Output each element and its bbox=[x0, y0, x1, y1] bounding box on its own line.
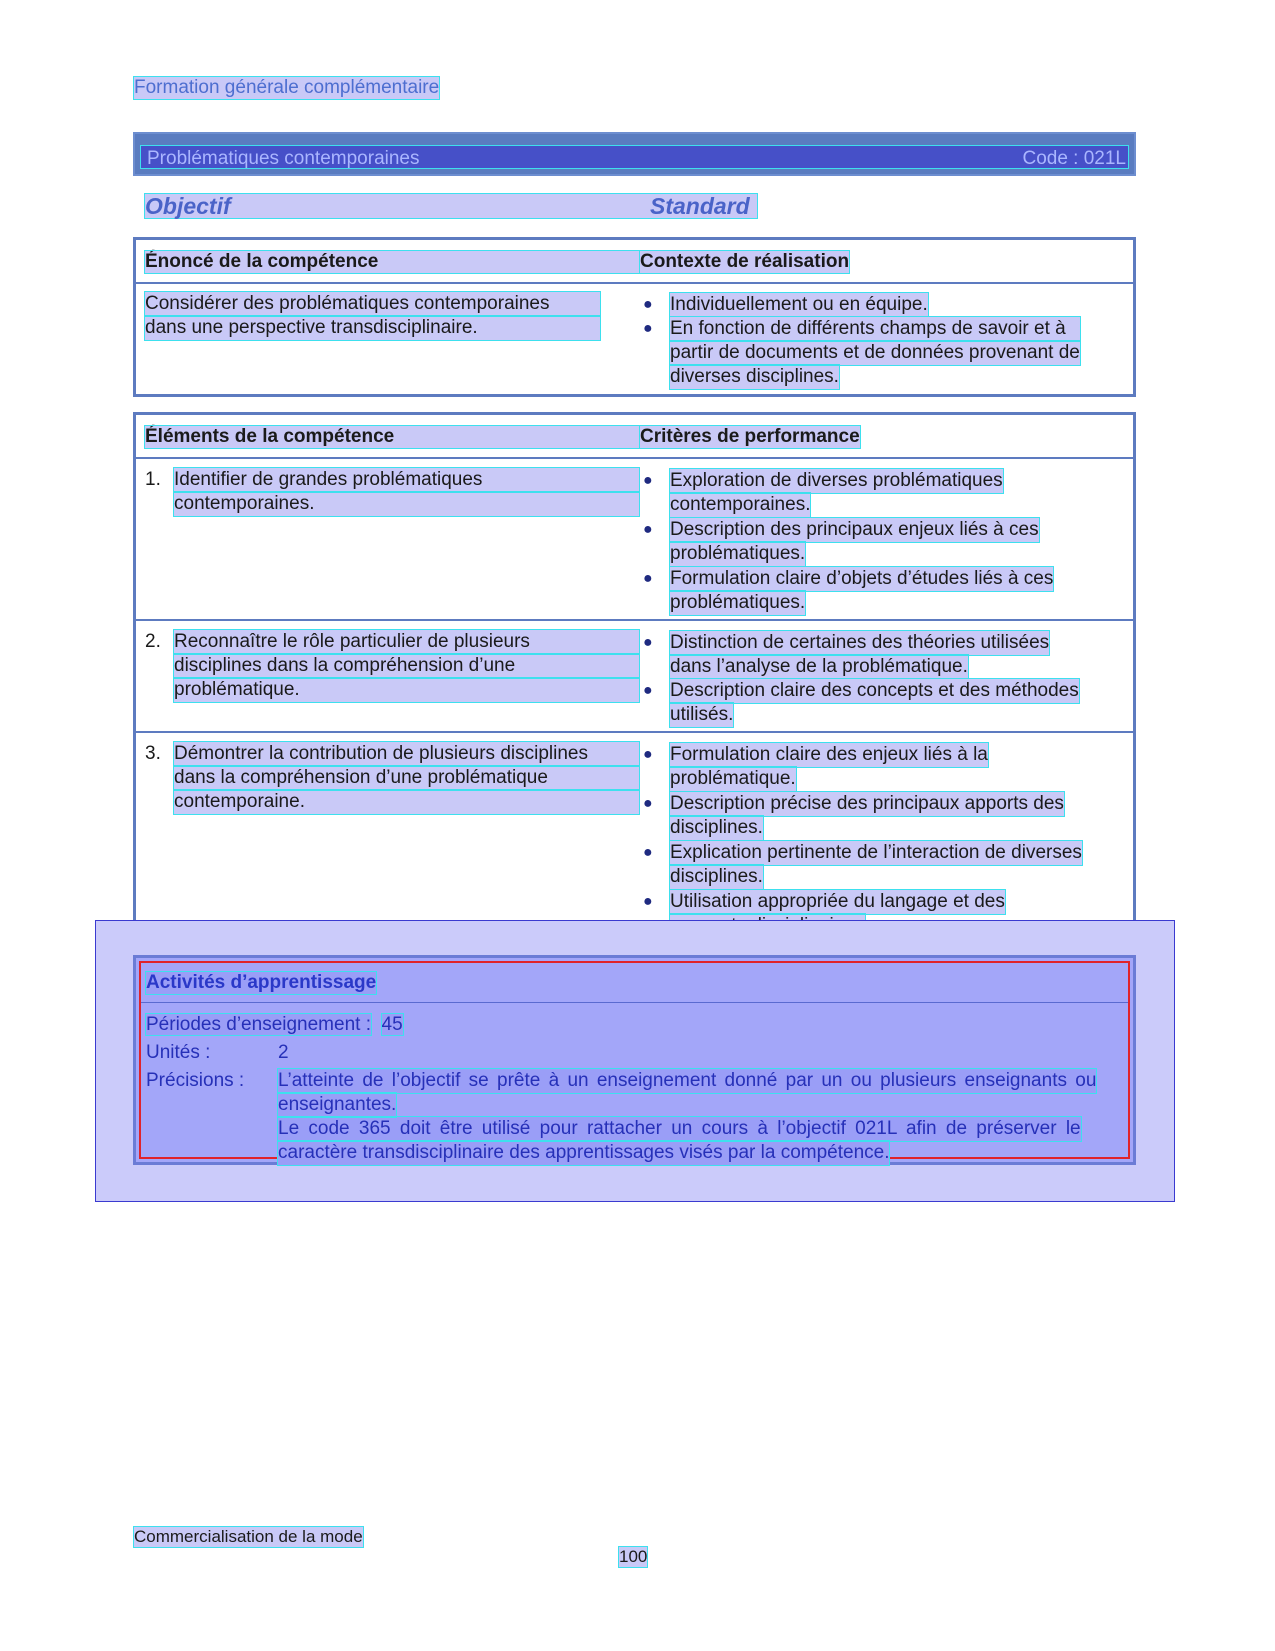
criterion-line: Distinction de certaines des théories utilisées bbox=[670, 632, 1050, 653]
competence-statement bbox=[145, 292, 600, 340]
element-line: contemporaines. bbox=[174, 492, 639, 516]
context-line: partir de documents et de données provenant de bbox=[670, 342, 1080, 363]
objective-standard-row bbox=[145, 194, 757, 218]
element-number: 3. bbox=[145, 743, 161, 764]
criterion-line: problématiques. bbox=[670, 592, 806, 613]
bullet-icon: ● bbox=[643, 682, 653, 699]
bullet-icon: ● bbox=[643, 844, 653, 861]
criterion-line: disciplines. bbox=[670, 866, 763, 887]
criterion-line: Explication pertinente de l’interaction de diverses bbox=[670, 842, 1082, 863]
criterion bbox=[670, 841, 1082, 889]
bullet-icon: ● bbox=[643, 746, 653, 763]
criterion bbox=[670, 567, 1053, 615]
criterion-line: Description claire des concepts et des méthodes bbox=[670, 680, 1079, 701]
precisions-label: Précisions : bbox=[146, 1070, 245, 1091]
criterion-line: problématiques. bbox=[670, 543, 806, 564]
units-value: 2 bbox=[278, 1042, 289, 1063]
objective-label: Objectif bbox=[145, 193, 231, 219]
criterion bbox=[670, 792, 1064, 840]
element-line: contemporaine. bbox=[174, 790, 639, 814]
standard-label: Standard bbox=[650, 193, 750, 219]
bullet-icon: ● bbox=[643, 893, 653, 910]
precisions-line: Le code 365 doit être utilisé pour rattacher un cours à l’objectif 021L afin de préserver le bbox=[278, 1118, 1081, 1139]
criterion-line: utilisés. bbox=[670, 704, 734, 725]
element-line: problématique. bbox=[174, 678, 639, 702]
statement-line: dans une perspective transdisciplinaire. bbox=[145, 316, 600, 340]
bullet-icon: ● bbox=[643, 634, 653, 651]
precisions-line: caractère transdisciplinaire des apprentissages visés par la compétence. bbox=[278, 1142, 890, 1163]
competence-table bbox=[133, 237, 1136, 397]
elements-table-header bbox=[136, 415, 1133, 459]
context-item bbox=[670, 317, 1080, 389]
bullet-icon: ● bbox=[643, 795, 653, 812]
periods-row bbox=[146, 1013, 403, 1037]
criterion bbox=[670, 518, 1039, 566]
element-text bbox=[174, 630, 639, 702]
element-number: 1. bbox=[145, 469, 161, 490]
element-row-3 bbox=[136, 733, 1133, 943]
criteria-header: Critères de performance bbox=[640, 426, 860, 447]
bullet-icon: ● bbox=[643, 570, 653, 587]
criterion-line: contemporaines. bbox=[670, 494, 811, 515]
element-number: 2. bbox=[145, 631, 161, 652]
course-title-bar-inner bbox=[141, 146, 1128, 168]
element-line: disciplines dans la compréhension d’une bbox=[174, 654, 639, 678]
footer-program: Commercialisation de la mode bbox=[134, 1527, 363, 1546]
criterion-line: Utilisation appropriée du langage et des bbox=[670, 891, 1005, 912]
bullet-icon: ● bbox=[643, 320, 653, 337]
criterion bbox=[670, 469, 1003, 517]
criterion-line: disciplines. bbox=[670, 817, 763, 838]
bullet-icon: ● bbox=[643, 521, 653, 538]
statement-line: Considérer des problématiques contemporaines bbox=[145, 292, 600, 316]
criterion-line: dans l’analyse de la problématique. bbox=[670, 656, 968, 677]
course-title-bar bbox=[133, 132, 1136, 176]
criterion-line: Description des principaux enjeux liés à ces bbox=[670, 519, 1039, 540]
activities-frame bbox=[139, 961, 1130, 1163]
criterion-line: problématique. bbox=[670, 768, 796, 789]
periods-value: 45 bbox=[381, 1014, 403, 1035]
activities-divider bbox=[141, 1002, 1128, 1003]
criterion bbox=[670, 679, 1079, 727]
criterion-line: Description précise des principaux apports des bbox=[670, 793, 1064, 814]
element-line: Reconnaître le rôle particulier de plusieurs bbox=[174, 630, 639, 654]
context-item bbox=[670, 293, 928, 317]
competence-row bbox=[136, 284, 1133, 394]
element-line: Identifier de grandes problématiques bbox=[174, 468, 639, 492]
element-line: Démontrer la contribution de plusieurs disciplines bbox=[174, 742, 639, 766]
element-text bbox=[174, 742, 639, 814]
precisions-text bbox=[278, 1069, 1128, 1165]
element-row-2 bbox=[136, 621, 1133, 733]
criterion bbox=[670, 743, 988, 791]
elements-table bbox=[133, 412, 1136, 944]
precisions-line: L’atteinte de l’objectif se prête à un enseignement donné par un ou plusieurs enseignants ou bbox=[278, 1070, 1097, 1091]
competence-table-header bbox=[136, 240, 1133, 284]
bullet-icon: ● bbox=[643, 296, 653, 313]
course-title: Problématiques contemporaines bbox=[147, 148, 420, 169]
course-code: Code : 021L bbox=[1022, 148, 1126, 169]
context-line: Individuellement ou en équipe. bbox=[670, 294, 928, 315]
criterion-line: Exploration de diverses problématiques bbox=[670, 470, 1003, 491]
running-header: Formation générale complémentaire bbox=[134, 77, 440, 98]
criterion-line: Formulation claire d’objets d’études liés à ces bbox=[670, 568, 1054, 589]
elements-header: Éléments de la compétence bbox=[145, 426, 641, 448]
periods-label: Périodes d’enseignement : bbox=[146, 1014, 371, 1035]
units-label: Unités : bbox=[146, 1042, 211, 1063]
competence-statement-header: Énoncé de la compétence bbox=[145, 251, 641, 273]
element-line: dans la compréhension d’une problématique bbox=[174, 766, 639, 790]
precisions-line: enseignantes. bbox=[278, 1094, 397, 1115]
activities-box bbox=[133, 955, 1136, 1165]
criterion bbox=[670, 631, 1049, 679]
criterion-line: Formulation claire des enjeux liés à la bbox=[670, 744, 988, 765]
element-row-1 bbox=[136, 459, 1133, 621]
context-line: diverses disciplines. bbox=[670, 366, 839, 387]
context-line: En fonction de différents champs de savoir et à bbox=[670, 317, 1080, 341]
bullet-icon: ● bbox=[643, 472, 653, 489]
page-number: 100 bbox=[619, 1547, 648, 1566]
activities-title: Activités d’apprentissage bbox=[146, 972, 377, 993]
element-text bbox=[174, 468, 639, 516]
context-header: Contexte de réalisation bbox=[640, 251, 850, 272]
